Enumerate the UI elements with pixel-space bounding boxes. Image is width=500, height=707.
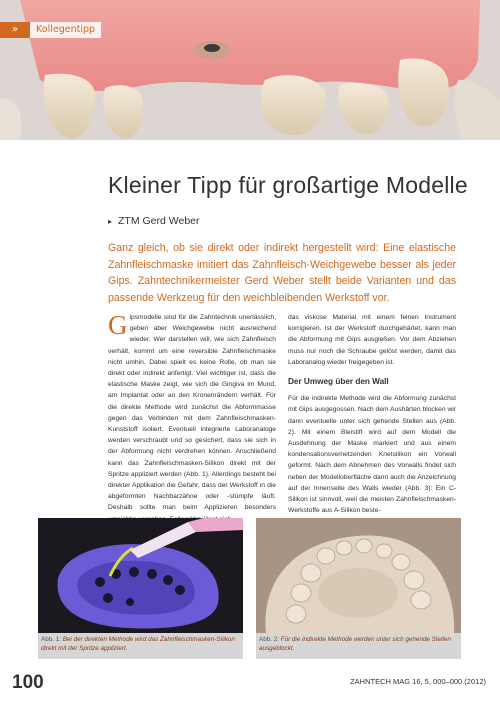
- article-title: Kleiner Tipp für großartige Modelle: [108, 172, 468, 198]
- lead-paragraph: Ganz gleich, ob sie direkt oder indirekt hergestellt wird: Eine elastische Zahnfleischmaske imitiert das Zahnfleisch-Weichgewebe besser als jeder Gips. Zahntechnikermeister Gerd Weber stellt beide Varianten und das passende Werkzeug für den weichbleibenden Werkstoff vor.: [108, 242, 456, 304]
- syringe-application-illustration: [38, 518, 243, 634]
- chevron-icon: »: [0, 22, 30, 38]
- gum-mask-illustration: [0, 0, 500, 140]
- figure-2-number: Abb. 2:: [259, 636, 279, 643]
- drop-cap: G: [108, 310, 128, 340]
- figure-1-caption: [38, 633, 243, 659]
- section-label: Kollegentipp: [30, 22, 101, 38]
- author-name: ZTM Gerd Weber: [118, 215, 200, 227]
- figure-1-photo: [38, 518, 243, 634]
- body-column-2: [288, 312, 456, 516]
- journal-citation: ZAHNTECH MAG 16, 5, 000–000 (2012): [350, 677, 486, 686]
- figure-1-number: Abb. 1:: [41, 636, 61, 643]
- author-line: [108, 215, 200, 227]
- section-heading: Der Umweg über den Wall: [288, 377, 389, 387]
- figure-2-caption-text: Für die indirekte Methode werden unter sich gehende Stellen ausgeblockt.: [259, 636, 451, 652]
- figure-1-caption-text: Bei der direkten Methode wird das Zahnfleischmasken-Silikon direkt mit der Spritze appliziert.: [41, 636, 235, 652]
- column2-paragraph-1: das viskose Material mit einem feinen Instrument korrigieren. Ist der Werkstoff durchgehärtet, kann man die Abformung mit Gips ausgießen. Vor dem Abziehen muss nur noch die Schraube gelöst werden, damit das Laboranalog wieder freigegeben ist.: [288, 314, 456, 366]
- figure-2-photo: [256, 518, 461, 634]
- triangle-right-icon: ▸: [108, 217, 113, 226]
- figure-2-caption: [256, 633, 461, 659]
- column1-text: ipsmodelle sind für die Zahntechnik unerlässlich, geben aber Weichgewebe nicht ausreichend wieder. Wer darstellen will, wie sich Zahnfleisch verhält, kommt um eine reversible Zahnfleischmaske nicht umhin. Dabei spielt es keine Rolle, ob man sie direkt oder indirekt anfertigt. Viel wichtiger ist, dass die elastische Maske zeigt, wie sich die Gingiva im Mund, am Implantat oder an den Kronenrändern verhält. Für die direkte Methode wird zunächst die Abformmasse gegen das Verbinden mit dem Zahnfleischmasken-Kunststoff isoliert. Eventuell integrierte Laboranaloge werden verschraubt und so gesichert, dass sie sich in der Abformung nicht verdrehen können. Anschließend kann das Zahnfleischmasken-Silikon direkt mit der Spritze appliziert werden (Abb. 1). Allerdings besteht bei direkter Applikation die Gefahr, dass der Werkstoff in die abgeformten Nachbarzähne oder -stümpfe läuft. Deshalb sollte man beim Applizieren besonders: [108, 314, 276, 512]
- column2-paragraph-2: Für die indirekte Methode wird die Abformung zunächst mit Gips ausgegossen. Nach dem Aushärten blocken wir dann eventuelle unter sich gehende Stellen aus (Abb. 2). Mit einem Bleistift wird auf dem Modell die Ausdehnung der Maske markiert und aus einem kondensationsvernetzenden Knetsilikon ein Vorwall geformt. Nach dem Abnehmen des Vorwalls findet sich neben der Modelloberfläche dann auch die Anzeichnung auf der Innenseite des Walls wieder (Abb. 3): Ein C-Silikon ist sinnvoll, weil die meisten Zahnfleischmasken-Werkstoffe aus A-Silikon beste-: [288, 395, 456, 515]
- page-number: 100: [12, 672, 44, 693]
- body-column-1: [108, 312, 276, 525]
- section-tag: [0, 22, 101, 38]
- hero-photo: [0, 0, 500, 140]
- stone-model-illustration: [256, 518, 461, 634]
